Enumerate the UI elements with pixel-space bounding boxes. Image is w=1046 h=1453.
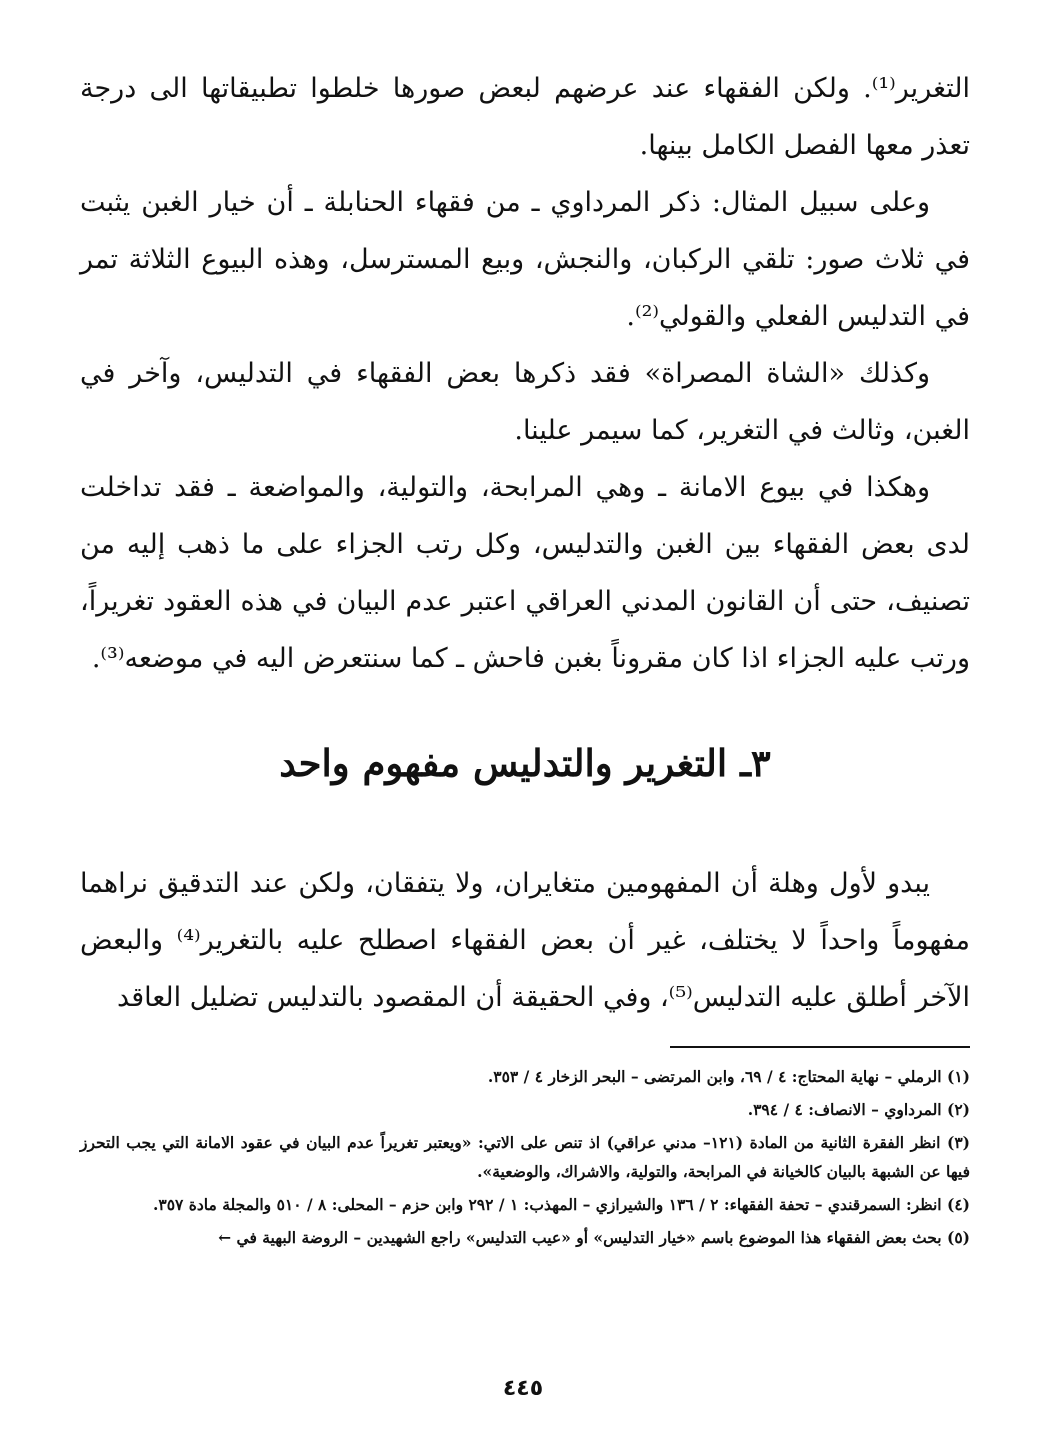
paragraph-4: وهكذا في بيوع الامانة ـ وهي المرابحة، والتولية، والمواضعة ـ فقد تداخلت لدى بعض الفقهاء بين الغبن والتدليس، وكل رتب الجزاء على ما ذهب إليه من تصنيف، حتى أن القانون المدني العراقي اعتبر عدم البيان في هذه العقود تغريراً، ورتب عليه الجزاء اذا كان مقروناً بغبن فاحش ـ كما سنتعرض اليه في موضعه⁽³⁾. — [80, 472, 970, 674]
paragraph-1: التغرير⁽¹⁾. ولكن الفقهاء عند عرضهم لبعض صورها خلطوا تطبيقاتها الى درجة تعذر معها الفصل الكامل بينها. — [80, 73, 970, 161]
footnote-3: (٣) انظر الفقرة الثانية من المادة (١٢١– مدني عراقي) اذ تنص على الاتي: «ويعتبر تغريراً عدم البيان في عقود الامانة التي يجب التحرز فيها عن الشبهة بالبيان كالخيانة في المرابحة، والتولية، والاشراك، والوضعية». — [80, 1133, 971, 1181]
footnote-2: (٢) المرداوي – الانصاف: ٤ / ٣٩٤. — [747, 1100, 970, 1119]
footnote-1: (١) الرملي – نهاية المحتاج: ٤ / ٦٩، وابن المرتضى – البحر الزخار ٤ / ٣٥٣. — [487, 1067, 970, 1086]
footnote-divider — [670, 1046, 970, 1048]
paragraph-2: وعلى سبيل المثال: ذكر المرداوي ـ من فقهاء الحنابلة ـ أن خيار الغبن يثبت في ثلاث صور: تلقي الركبان، والنجش، وبيع المسترسل، وهذه البيوع الثلاثة تمر في التدليس الفعلي والقولي⁽²⁾. — [80, 187, 970, 332]
section-heading: ٣ـ التغرير والتدليس مفهوم واحد — [279, 741, 771, 785]
page-content — [80, 60, 970, 1256]
page-number: ٤٤٥ — [502, 1376, 544, 1401]
footnote-4: (٤) انظر: السمرقندي – تحفة الفقهاء: ٢ / ١٣٦ والشيرازي – المهذب: ١ / ٢٩٢ وابن حزم – المحلى: ٨ / ٥١٠ والمجلة مادة ٣٥٧. — [153, 1195, 970, 1214]
paragraph-3: وكذلك «الشاة المصراة» فقد ذكرها بعض الفقهاء في التدليس، وآخر في الغبن، وثالث في التغرير، كما سيمر علينا. — [80, 358, 970, 446]
paragraph-5: يبدو لأول وهلة أن المفهومين متغايران، ولا يتفقان، ولكن عند التدقيق نراهما مفهوماً واحداً لا يختلف، غير أن بعض الفقهاء اصطلح عليه بالتغرير⁽⁴⁾ والبعض الآخر أطلق عليه التدليس⁽⁵⁾، وفي الحقيقة أن المقصود بالتدليس تضليل العاقد — [80, 868, 970, 1013]
footnotes — [80, 1062, 970, 1252]
footnote-5: (٥) بحث بعض الفقهاء هذا الموضوع باسم «خيار التدليس» أو «عيب التدليس» راجع الشهيدين – الروضة البهية في ← — [218, 1228, 970, 1247]
